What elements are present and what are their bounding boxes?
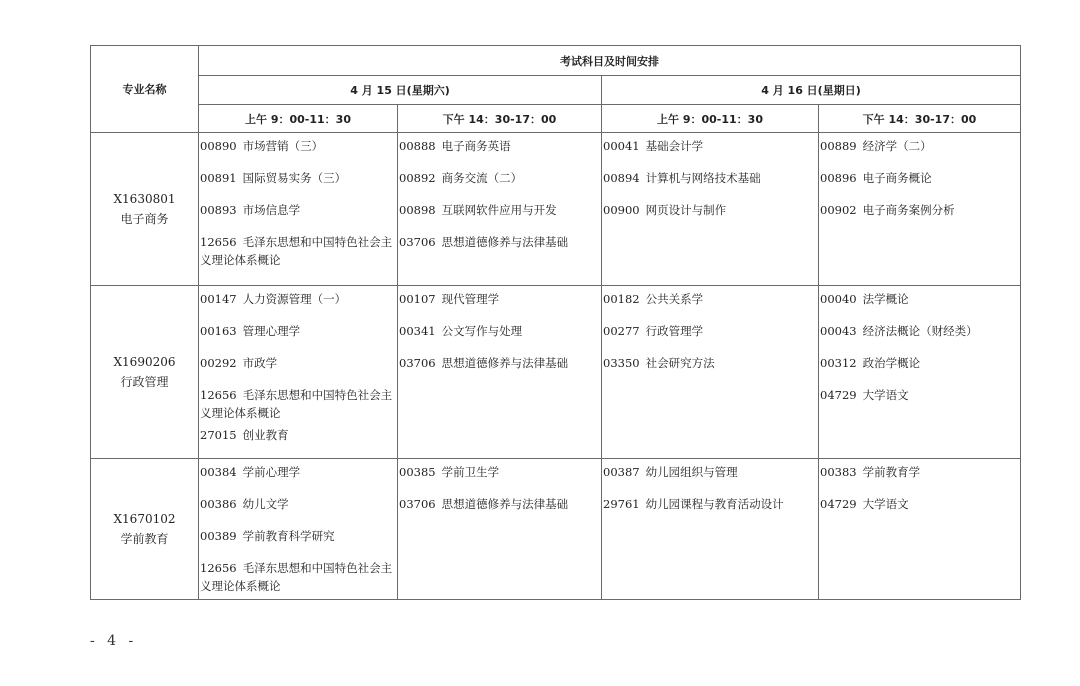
subject-name: 市场营销（三） — [242, 139, 324, 153]
page-number: - 4 - — [90, 633, 138, 649]
subject-code: 12656 — [200, 561, 237, 575]
session-cell — [819, 133, 1021, 286]
session-cell — [199, 459, 398, 600]
subject-code: 03706 — [399, 497, 436, 511]
subject-name: 学前教育科学研究 — [242, 529, 335, 543]
subject-item — [398, 169, 601, 201]
table-row — [91, 459, 1021, 600]
exam-schedule-table — [90, 45, 1021, 600]
subject-code: 04729 — [820, 388, 857, 402]
session-header: 下午 14：30-17：00 — [398, 105, 602, 133]
session-cell — [819, 286, 1021, 459]
subject-code: 03706 — [399, 356, 436, 370]
subject-item — [199, 426, 397, 458]
subject-code: 00043 — [820, 324, 857, 338]
subject-code: 00894 — [603, 171, 640, 185]
subject-item — [199, 354, 397, 386]
subject-item — [819, 386, 1020, 418]
header-row-days — [91, 76, 1021, 105]
subject-item — [199, 201, 397, 233]
subject-name: 经济学（二） — [862, 139, 932, 153]
subject-code: 00389 — [200, 529, 237, 543]
subject-item — [199, 233, 397, 273]
subject-code: 00341 — [399, 324, 436, 338]
subject-name: 国际贸易实务（三） — [242, 171, 347, 185]
session-cell — [602, 459, 819, 600]
subject-code: 00387 — [603, 465, 640, 479]
major-code: X1670102 — [113, 512, 176, 526]
subject-code: 29761 — [603, 497, 640, 511]
subject-code: 00891 — [200, 171, 237, 185]
subject-name: 社会研究方法 — [645, 356, 715, 370]
subject-code: 00900 — [603, 203, 640, 217]
subject-item — [602, 169, 818, 201]
subject-item — [602, 495, 818, 527]
subject-item — [819, 290, 1020, 322]
table-row — [91, 133, 1021, 286]
major-cell — [91, 286, 199, 459]
subject-code: 00385 — [399, 465, 436, 479]
session-cell — [398, 133, 602, 286]
subject-name: 思想道德修养与法律基础 — [441, 497, 569, 511]
subject-code: 00386 — [200, 497, 237, 511]
major-title: 学前教育 — [120, 532, 169, 546]
major-title: 行政管理 — [120, 375, 169, 389]
subject-code: 00292 — [200, 356, 237, 370]
subject-item — [199, 322, 397, 354]
subject-code: 00041 — [603, 139, 640, 153]
major-cell — [91, 133, 199, 286]
subject-name: 思想道德修养与法律基础 — [441, 235, 569, 249]
subject-name: 计算机与网络技术基础 — [645, 171, 761, 185]
subject-item — [398, 322, 601, 354]
subject-name: 经济法概论（财经类） — [862, 324, 978, 338]
subject-item — [398, 354, 601, 386]
subject-name: 创业教育 — [242, 428, 289, 442]
subject-code: 00902 — [820, 203, 857, 217]
session-cell — [398, 286, 602, 459]
subject-code: 00040 — [820, 292, 857, 306]
subject-item — [398, 463, 601, 495]
session-header: 上午 9：00-11：30 — [602, 105, 819, 133]
subject-name: 基础会计学 — [645, 139, 704, 153]
subject-item — [199, 559, 397, 599]
session-cell — [602, 286, 819, 459]
table-row — [91, 286, 1021, 459]
schedule-title: 考试科目及时间安排 — [199, 46, 1021, 76]
subject-name: 思想道德修养与法律基础 — [441, 356, 569, 370]
subject-name: 电子商务概论 — [862, 171, 932, 185]
subject-code: 00107 — [399, 292, 436, 306]
subject-item — [602, 463, 818, 495]
subject-name: 电子商务案例分析 — [862, 203, 955, 217]
subject-code: 04729 — [820, 497, 857, 511]
subject-item — [398, 137, 601, 169]
subject-item — [819, 169, 1020, 201]
subject-item — [398, 201, 601, 233]
subject-name: 幼儿文学 — [242, 497, 289, 511]
subject-name: 管理心理学 — [242, 324, 301, 338]
subject-item — [819, 354, 1020, 386]
subject-name: 学前卫生学 — [441, 465, 500, 479]
subject-code: 12656 — [200, 388, 237, 402]
subject-code: 00898 — [399, 203, 436, 217]
major-name-header: 专业名称 — [91, 46, 199, 133]
major-code: X1630801 — [113, 192, 176, 206]
subject-name: 幼儿园课程与教育活动设计 — [645, 497, 784, 511]
subject-item — [398, 495, 601, 527]
session-cell — [199, 133, 398, 286]
subject-name: 毛泽东思想和中国特色社会主义理论体系概论 — [200, 388, 393, 420]
session-header: 下午 14：30-17：00 — [819, 105, 1021, 133]
subject-item — [199, 463, 397, 495]
subject-name: 互联网软件应用与开发 — [441, 203, 557, 217]
subject-item — [602, 322, 818, 354]
subject-item — [199, 495, 397, 527]
subject-code: 00893 — [200, 203, 237, 217]
subject-name: 网页设计与制作 — [645, 203, 727, 217]
subject-name: 现代管理学 — [441, 292, 500, 306]
subject-item — [602, 137, 818, 169]
subject-item — [398, 290, 601, 322]
subject-name: 市政学 — [242, 356, 278, 370]
session-cell — [819, 459, 1021, 600]
major-code: X1690206 — [113, 355, 176, 369]
subject-code: 00312 — [820, 356, 857, 370]
subject-item — [819, 201, 1020, 233]
subject-code: 00147 — [200, 292, 237, 306]
subject-name: 大学语文 — [862, 388, 909, 402]
subject-name: 公文写作与处理 — [441, 324, 523, 338]
subject-code: 00889 — [820, 139, 857, 153]
subject-code: 00384 — [200, 465, 237, 479]
subject-item — [602, 290, 818, 322]
subject-code: 00182 — [603, 292, 640, 306]
subject-item — [398, 233, 601, 265]
subject-code: 03350 — [603, 356, 640, 370]
subject-code: 00888 — [399, 139, 436, 153]
subject-name: 政治学概论 — [862, 356, 921, 370]
subject-item — [199, 137, 397, 169]
subject-item — [199, 169, 397, 201]
subject-name: 法学概论 — [862, 292, 909, 306]
major-title: 电子商务 — [120, 212, 169, 226]
subject-code: 00890 — [200, 139, 237, 153]
subject-code: 00383 — [820, 465, 857, 479]
schedule-body — [91, 133, 1021, 600]
subject-item — [819, 463, 1020, 495]
subject-code: 12656 — [200, 235, 237, 249]
subject-code: 00896 — [820, 171, 857, 185]
subject-name: 行政管理学 — [645, 324, 704, 338]
day-header-1: 4 月 16 日(星期日) — [602, 76, 1021, 105]
subject-name: 公共关系学 — [645, 292, 704, 306]
subject-item — [819, 137, 1020, 169]
header-row-sessions — [91, 105, 1021, 133]
subject-name: 大学语文 — [862, 497, 909, 511]
subject-item — [819, 495, 1020, 527]
subject-name: 人力资源管理（一） — [242, 292, 347, 306]
subject-item — [819, 322, 1020, 354]
subject-item — [602, 201, 818, 233]
subject-code: 00163 — [200, 324, 237, 338]
session-header: 上午 9：00-11：30 — [199, 105, 398, 133]
subject-name: 市场信息学 — [242, 203, 301, 217]
day-header-0: 4 月 15 日(星期六) — [199, 76, 602, 105]
subject-item — [199, 386, 397, 426]
subject-item — [199, 527, 397, 559]
subject-item — [602, 354, 818, 386]
session-cell — [199, 286, 398, 459]
subject-name: 学前教育学 — [862, 465, 921, 479]
subject-name: 毛泽东思想和中国特色社会主义理论体系概论 — [200, 235, 393, 267]
major-cell — [91, 459, 199, 600]
session-cell — [602, 133, 819, 286]
subject-code: 00892 — [399, 171, 436, 185]
subject-name: 商务交流（二） — [441, 171, 523, 185]
subject-code: 03706 — [399, 235, 436, 249]
subject-name: 学前心理学 — [242, 465, 301, 479]
subject-code: 00277 — [603, 324, 640, 338]
subject-name: 幼儿园组织与管理 — [645, 465, 738, 479]
header-row-title — [91, 46, 1021, 76]
session-cell — [398, 459, 602, 600]
subject-name: 电子商务英语 — [441, 139, 511, 153]
subject-item — [199, 290, 397, 322]
subject-code: 27015 — [200, 428, 237, 442]
subject-name: 毛泽东思想和中国特色社会主义理论体系概论 — [200, 561, 393, 593]
